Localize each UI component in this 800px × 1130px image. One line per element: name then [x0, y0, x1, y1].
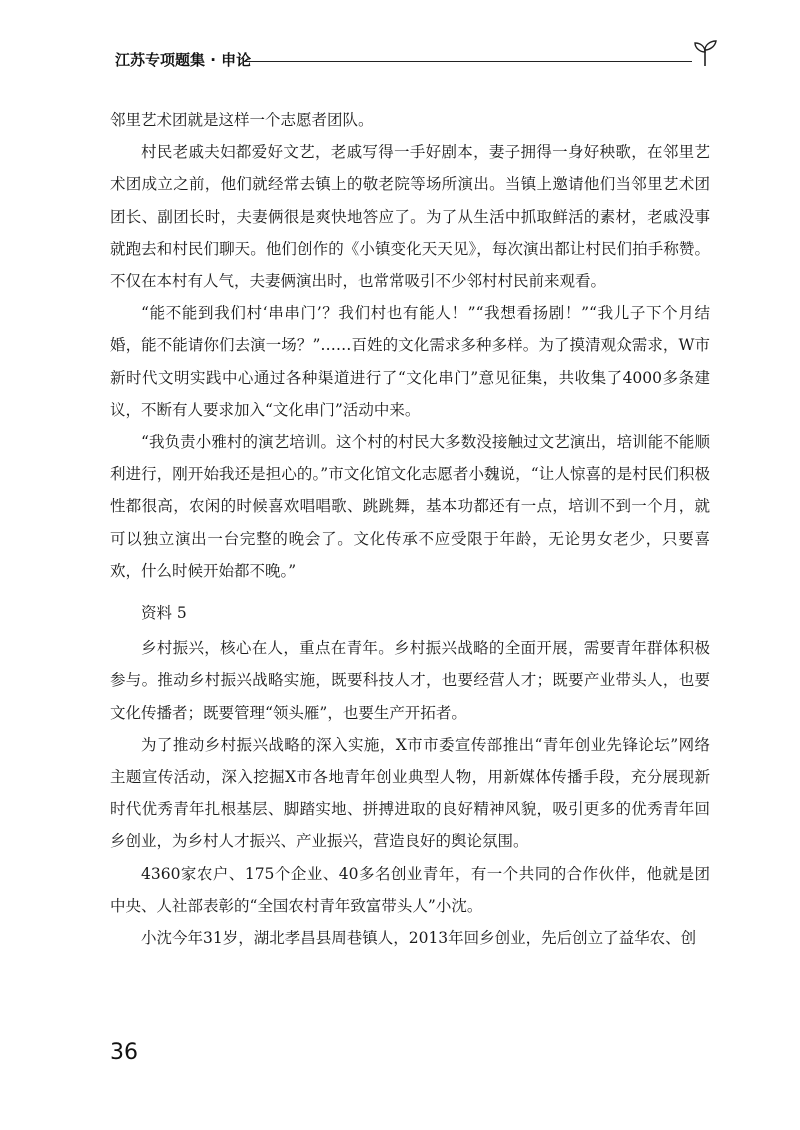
sprout-icon	[690, 38, 720, 68]
paragraph-training: “我负责小雅村的演艺培训。这个村的村民大多数没接触过文艺演出，培训能不能顺利进行，刚开始我还是担心的。”市文化馆文化志愿者小魏说，“让人惊喜的是村民们积极性都很高，农闲的时候喜欢唱唱歌、跳跳舞，基本功都还有一点，培训不到一个月，就可以独立演出一台完整的晚会了。文化传承不应受限于年龄，无论男女老少，只要喜欢，什么时候开始都不晚。”	[110, 433, 710, 580]
running-header	[115, 46, 720, 72]
paragraph-youth-forum: 为了推动乡村振兴战略的深入实施，X市市委宣传部推出“青年创业先锋论坛”网络主题宣传活动，深入挖掘X市各地青年创业典型人物，用新媒体传播手段，充分展现新时代优秀青年扎根基层、脚踏实地、拼搏进取的良好精神风貌，吸引更多的优秀青年回乡创业，为乡村人才振兴、产业振兴，营造良好的舆论氛围。	[110, 735, 710, 851]
paragraph-partner: 4360家农户、175个企业、40多名创业青年，有一个共同的合作伙伴，他就是团中央、人社部表彰的“全国农村青年致富带头人”小沈。	[110, 864, 710, 915]
header-rule	[243, 61, 692, 62]
header-title: 江苏专项题集 · 申论	[115, 51, 252, 69]
paragraph-couple: 村民老戚夫妇都爱好文艺，老戚写得一手好剧本，妻子拥得一身好秧歌，在邻里艺术团成立之前，他们就经常去镇上的敬老院等场所演出。当镇上邀请他们当邻里艺术团团长、副团长时，夫妻俩很是爽快地答应了。为了从生活中抓取鲜活的素材，老戚没事就跑去和村民们聊天。他们创作的《小镇变化天天见》，每次演出都让村民们拍手称赞。不仅在本村有人气，夫妻俩演出时，也常常吸引不少邻村村民前来观看。	[110, 143, 710, 291]
body-text	[110, 104, 710, 954]
paragraph-continuation: 邻里艺术团就是这样一个志愿者团队。	[110, 111, 374, 129]
section-label: 资料 5	[141, 604, 187, 623]
page-number: 36	[110, 1040, 138, 1065]
paragraph-xiaoshen: 小沈今年31岁，湖北孝昌县周巷镇人，2013年回乡创业，先后创立了益华农、创	[141, 929, 697, 948]
paragraph-demands: “能不能到我们村‘串串门’？我们村也有能人！”“我想看扬剧！”“我儿子下个月结婚，能不能请你们去演一场？”……百姓的文化需求多种多样。为了摸清观众需求，W市新时代文明实践中心通过各种渠道进行了“文化串门”意见征集，共收集了4000多条建议，不断有人要求加入“文化串门”活动中来。	[110, 304, 710, 419]
paragraph-rural-revitalization: 乡村振兴，核心在人，重点在青年。乡村振兴战略的全面开展，需要青年群体积极参与。推动乡村振兴战略实施，既要科技人才，也要经营人才；既要产业带头人，也要文化传播者；既要管理“领头雁”，也要生产开拓者。	[110, 639, 710, 722]
